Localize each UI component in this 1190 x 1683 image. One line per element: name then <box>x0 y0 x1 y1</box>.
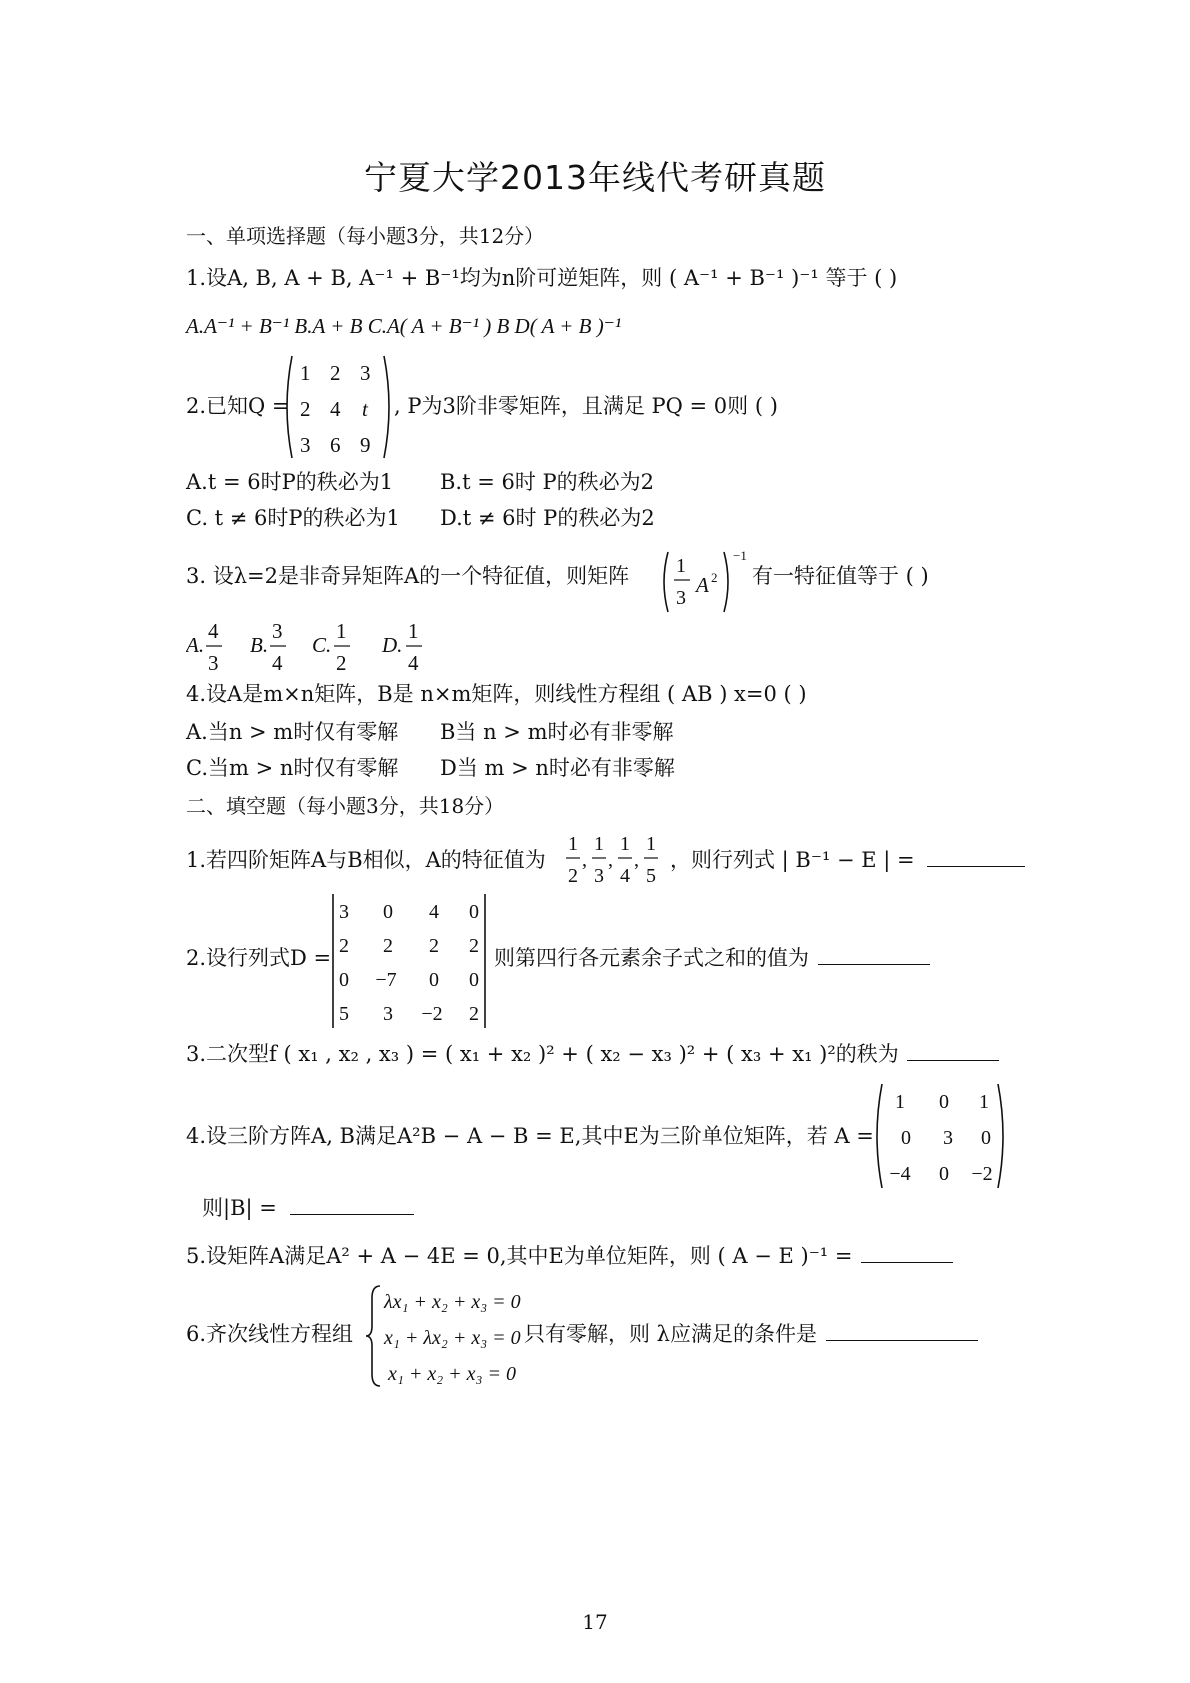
s2-q6-answer-blank[interactable] <box>826 1320 978 1341</box>
svg-text:−7: −7 <box>375 969 397 991</box>
s2-q6-system <box>366 1282 546 1390</box>
s2-q2-lead: 2.设行列式D = <box>186 946 332 970</box>
s1-q2-m-1-0: 2 <box>300 397 311 421</box>
s1-q3-opt-d-den: 4 <box>408 651 419 675</box>
svg-text:5: 5 <box>646 865 656 887</box>
s2-q5-stem: 5.设矩阵A满足A² + A − 4E = 0,其中E为单位矩阵，则 ( A − E )⁻¹ = <box>186 1244 853 1268</box>
svg-text:3: 3 <box>676 587 686 609</box>
s2-q1-trail-text: ，则行列式 | B⁻¹ − E | = <box>670 848 915 872</box>
s2-q3 <box>186 1040 999 1068</box>
s1-q3-opt-b-den: 4 <box>272 651 283 675</box>
svg-text:3: 3 <box>339 901 349 923</box>
s1-q2-m-2-0: 3 <box>300 433 311 457</box>
svg-text:0: 0 <box>469 969 479 991</box>
s1-q4-option-a: A.当n > m时仅有零解 <box>186 720 399 744</box>
svg-text:−2: −2 <box>971 1163 993 1185</box>
svg-text:,: , <box>582 849 587 871</box>
svg-text:1: 1 <box>568 833 578 855</box>
svg-text:3: 3 <box>943 1127 953 1149</box>
s1-q3-lead: 3. 设λ=2是非奇异矩阵A的一个特征值，则矩阵 <box>186 564 630 588</box>
svg-text:−2: −2 <box>421 1003 443 1025</box>
page-title: 宁夏大学2013年线代考研真题 <box>364 158 826 197</box>
s2-q5 <box>186 1242 953 1270</box>
svg-text:2: 2 <box>469 935 479 957</box>
s1-q2-matrix <box>282 352 394 462</box>
svg-text:0: 0 <box>383 901 393 923</box>
s1-q3-opt-b-label: B. <box>250 633 269 657</box>
svg-text:0: 0 <box>339 969 349 991</box>
s1-q3-opt-a-label: A. <box>186 633 205 657</box>
svg-text:2: 2 <box>339 935 349 957</box>
s1-q3-trail: 有一特征值等于 ( ) <box>752 564 929 588</box>
svg-text:3: 3 <box>383 1003 393 1025</box>
s2-q6-trail-text: 只有零解，则 λ应满足的条件是 <box>524 1322 817 1346</box>
svg-text:3: 3 <box>594 865 604 887</box>
s1-q2-option-b: B.t = 6时 P的秩必为2 <box>440 470 655 494</box>
svg-text:1: 1 <box>895 1091 905 1113</box>
svg-text:1: 1 <box>646 833 656 855</box>
s1-q2-m-1-1: 4 <box>330 397 341 421</box>
s2-q2-trail-text: 则第四行各元素余子式之和的值为 <box>494 946 809 970</box>
svg-text:−4: −4 <box>889 1163 911 1185</box>
s2-q2-answer-blank[interactable] <box>818 944 930 965</box>
svg-text:−1: −1 <box>733 548 747 563</box>
section-2-heading: 二、填空题（每小题3分，共18分） <box>186 794 505 818</box>
svg-text:0: 0 <box>429 969 439 991</box>
s2-q4-line2 <box>202 1194 414 1222</box>
svg-text:2: 2 <box>711 570 718 585</box>
s2-q2-determinant <box>330 892 488 1030</box>
s2-q1-answer-blank[interactable] <box>927 846 1025 867</box>
svg-text:4: 4 <box>429 901 439 923</box>
s1-q3-options <box>186 614 446 676</box>
svg-text:0: 0 <box>469 901 479 923</box>
s2-q6-eq1: λx₁ + x₂ + x₃ = 0 <box>384 1291 521 1313</box>
s1-q2-m-2-1: 6 <box>330 433 341 457</box>
page-number: 17 <box>582 1610 608 1634</box>
s2-q3-stem: 3.二次型f ( x₁ , x₂ , x₃ ) = ( x₁ + x₂ )² + ( x₂ − x₃ )² + ( x₃ + x₁ )²的秩为 <box>186 1042 899 1066</box>
s1-q4-option-d: D当 m > n时必有非零解 <box>440 756 675 780</box>
svg-text:1: 1 <box>676 555 686 577</box>
s2-q4-answer-blank[interactable] <box>290 1194 414 1215</box>
svg-text:0: 0 <box>981 1127 991 1149</box>
s1-q3-matrix-expression <box>660 542 752 616</box>
s1-q2-trail: , P为3阶非零矩阵，且满足 PQ = 0则 ( ) <box>394 394 778 418</box>
svg-text:4: 4 <box>620 865 630 887</box>
s1-q1-stem: 1.设A, B, A + B, A⁻¹ + B⁻¹均为n阶可逆矩阵，则 ( A⁻¹ + B⁻¹ )⁻¹ 等于 ( ) <box>186 266 898 290</box>
s2-q5-answer-blank[interactable] <box>861 1242 953 1263</box>
s2-q3-answer-blank[interactable] <box>907 1040 999 1061</box>
section-1-heading: 一、单项选择题（每小题3分，共12分） <box>186 224 545 248</box>
s2-q4-line2-text: 则|B| = <box>202 1196 277 1220</box>
s2-q6-lead: 6.齐次线性方程组 <box>186 1322 354 1346</box>
s1-q4-option-b: B当 n > m时必有非零解 <box>440 720 674 744</box>
svg-text:2: 2 <box>568 865 578 887</box>
s2-q2-trail <box>494 944 930 972</box>
svg-text:2: 2 <box>383 935 393 957</box>
svg-text:,: , <box>608 849 613 871</box>
s1-q2-option-c: C. t ≠ 6时P的秩必为1 <box>186 506 400 530</box>
svg-text:5: 5 <box>339 1003 349 1025</box>
svg-text:0: 0 <box>939 1091 949 1113</box>
s1-q3-opt-d-num: 1 <box>408 619 419 643</box>
s2-q4-matrix <box>872 1080 1008 1192</box>
s2-q1-lead: 1.若四阶矩阵A与B相似，A的特征值为 <box>186 848 546 872</box>
s1-q2-option-a: A.t = 6时P的秩必为1 <box>186 470 394 494</box>
svg-text:0: 0 <box>901 1127 911 1149</box>
s1-q2-m-2-2: 9 <box>360 433 371 457</box>
s1-q2-m-1-2: t <box>362 397 368 421</box>
s1-q2-lead: 2.已知Q = <box>186 394 290 418</box>
svg-text:,: , <box>634 849 639 871</box>
s1-q2-option-d: D.t ≠ 6时 P的秩必为2 <box>440 506 655 530</box>
s1-q1-options: A.A⁻¹ + B⁻¹ B.A + B C.A( A + B⁻¹ ) B D( A + B )⁻¹ <box>186 314 622 338</box>
s1-q4-stem: 4.设A是m×n矩阵，B是 n×m矩阵，则线性方程组 ( AB ) x=0 ( ) <box>186 682 807 706</box>
s1-q2-m-0-0: 1 <box>300 361 311 385</box>
s1-q3-opt-d-label: D. <box>382 633 403 657</box>
s2-q6-trail <box>524 1320 978 1348</box>
s2-q1-trail <box>670 846 1025 874</box>
svg-text:1: 1 <box>594 833 604 855</box>
s2-q4-lead: 4.设三阶方阵A, B满足A²B − A − B = E,其中E为三阶单位矩阵，若 A = <box>186 1124 874 1148</box>
svg-text:1: 1 <box>979 1091 989 1113</box>
s1-q3-opt-c-label: C. <box>312 633 332 657</box>
s1-q3-opt-c-den: 2 <box>336 651 347 675</box>
s2-q1-eigenvalues <box>566 826 670 890</box>
svg-text:A: A <box>696 573 709 597</box>
s1-q2-m-0-1: 2 <box>330 361 341 385</box>
svg-text:2: 2 <box>429 935 439 957</box>
svg-text:1: 1 <box>620 833 630 855</box>
s2-q6-eq3: x₁ + x₂ + x₃ = 0 <box>388 1363 516 1385</box>
s1-q3-opt-a-num: 4 <box>208 619 219 643</box>
svg-text:0: 0 <box>939 1163 949 1185</box>
s1-q3-opt-a-den: 3 <box>208 651 219 675</box>
s2-q6-eq2: x₁ + λx₂ + x₃ = 0 <box>384 1327 521 1349</box>
svg-text:2: 2 <box>469 1003 479 1025</box>
s1-q3-opt-c-num: 1 <box>336 619 347 643</box>
s1-q4-option-c: C.当m > n时仅有零解 <box>186 756 399 780</box>
s1-q3-opt-b-num: 3 <box>272 619 283 643</box>
s1-q2-m-0-2: 3 <box>360 361 371 385</box>
